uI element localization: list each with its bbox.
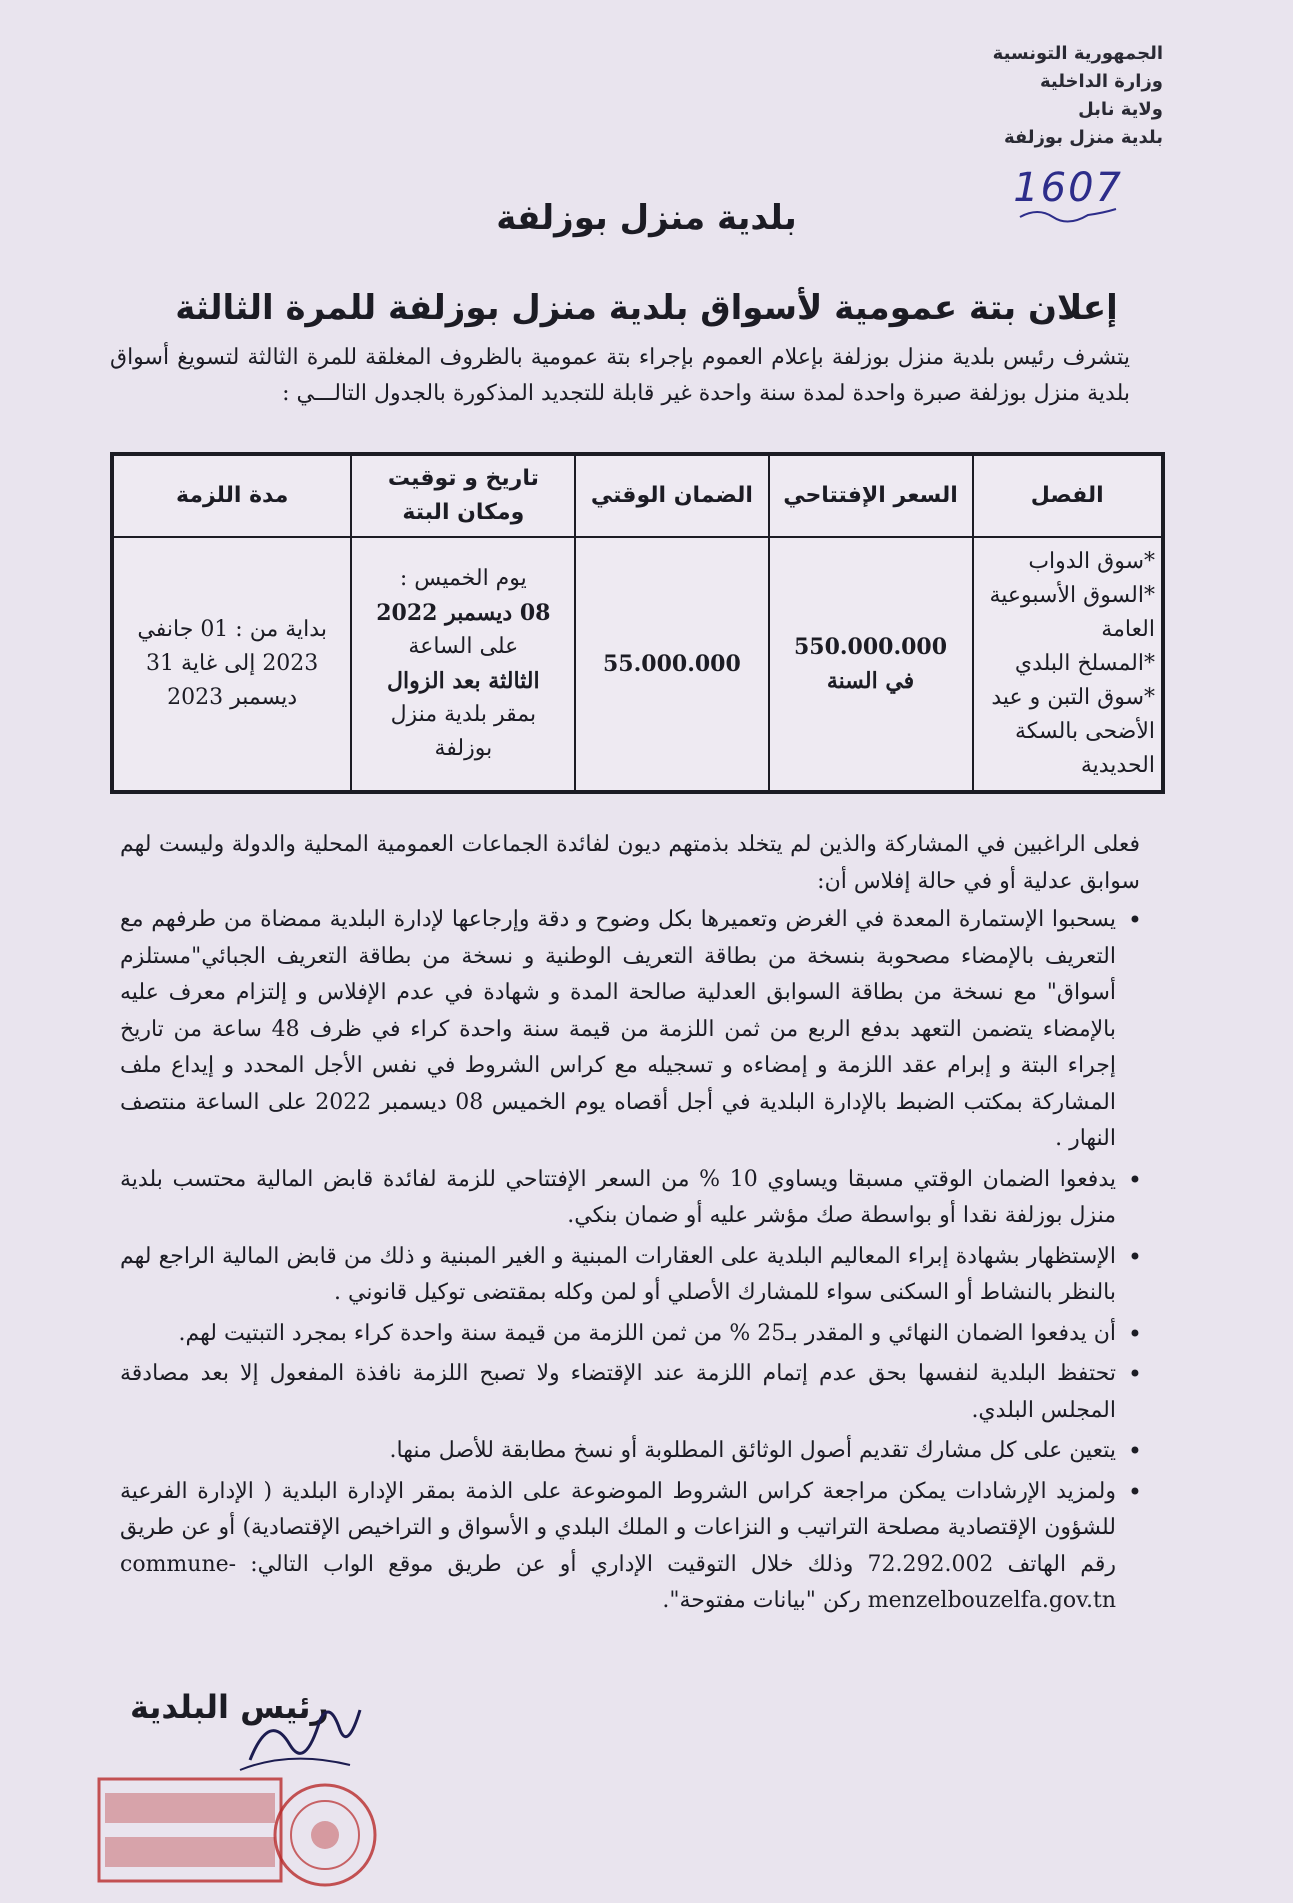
conditions-section: [120, 827, 1140, 1624]
list-item: • الإستظهار بشهادة إبراء المعاليم البلدية على العقارات المبنية و الغير المبنية و ذلك من قابض المالية الراجع لهم بالنظر بالنشاط أو السكنى سواء للمشارك الأصلي أو لمن وكله بمقتضى توكيل قانوني .: [120, 1239, 1116, 1312]
market-item: *سوق الدواب: [1028, 549, 1155, 574]
header-section: الفصل: [973, 454, 1164, 537]
list-item: • تحتفظ البلدية لنفسها بحق عدم إتمام اللزمة عند الإقتضاء ولا تصبح اللزمة نافذة المفعول إلا بعد مصادقة المجلس البلدي.: [120, 1356, 1116, 1429]
intro-paragraph: يتشرف رئيس بلدية منزل بوزلفة بإعلام العموم بإجراء بتة عمومية بالظروف المغلقة للمرة الثالثة لتسويغ أسواق بلدية منزل بوزلفة صبرة واحدة لمدة سنة واحدة غير قابلة للتجديد المذكورة بالجدول التالـــي :: [110, 345, 1130, 406]
date-day: يوم الخميس :: [399, 566, 527, 591]
reference-number: 1607: [1013, 165, 1123, 211]
letterhead-line: الجمهورية التونسية: [992, 43, 1163, 64]
list-item: [120, 1474, 1116, 1620]
letterhead-line: بلدية منزل بوزلفة: [1003, 127, 1163, 148]
announcement-title: إعلان بتة عمومية لأسواق بلدية منزل بوزلفة للمرة الثالثة: [175, 288, 1118, 328]
place-value: بمقر بلدية منزل بوزلفة: [390, 702, 537, 761]
tender-table: [110, 452, 1165, 794]
letterhead: [923, 40, 1163, 152]
header-guarantee: الضمان الوقتي: [575, 454, 768, 537]
market-item: *المسلخ البلدي: [1014, 651, 1155, 676]
municipality-title: بلدية منزل بوزلفة: [496, 198, 797, 238]
list-item: • يسحبوا الإستمارة المعدة في الغرض وتعميرها بكل وضوح و دقة وإرجاعها لإدارة البلدية ممضاة من طرفهم مع التعريف بالإمضاء مصحوبة بنسخة من بطاقة التعريف الوطنية و نسخة من بطاقة التعريف الجبائي"مستلزم أسواق" مع نسخة من بطاقة السوابق العدلية صالحة المدة و شهادة في عدم الإفلاس و إلتزام معرف عليه بالإمضاء يتضمن التعهد بدفع الربع من ثمن اللزمة من قيمة سنة واحدة كراء في ظرف 48 ساعة من تاريخ إجراء البتة و إبرام عقد اللزمة و إمضاءه و تسجيله مع كراس الشروط في نفس الأجل المحدد و إيداع ملف المشاركة بمكتب الضبط بالإدارة البلدية في أجل أقصاه يوم الخميس 08 ديسمبر 2022 على الساعة منتصف النهار .: [120, 902, 1116, 1158]
market-item: *سوق التبن و عيد الأضحى بالسكة الحديدية: [991, 685, 1155, 778]
list-item: • يتعين على كل مشارك تقديم أصول الوثائق المطلوبة أو نسخ مطابقة للأصل منها.: [120, 1433, 1116, 1470]
cell-duration: بداية من : 01 جانفي 2023 إلى غاية 31 ديسمبر 2023: [112, 537, 351, 792]
conditions-list: [120, 902, 1140, 1620]
list-item: • أن يدفعوا الضمان النهائي و المقدر بـ25 % من ثمن اللزمة من قيمة سنة واحدة كراء بمجرد التبتيت لهم.: [120, 1316, 1116, 1353]
round-seal: [270, 1780, 380, 1890]
header-duration: مدة اللزمة: [112, 454, 351, 537]
price-value: 550.000.000: [793, 634, 948, 660]
market-item: *السوق الأسبوعية العامة: [989, 583, 1155, 642]
contact-suffix: ركن "بيانات مفتوحة".: [662, 1588, 861, 1613]
date-value: 08 ديسمبر 2022: [376, 600, 551, 626]
cell-price: [769, 537, 973, 792]
header-price: السعر الإفتتاحي: [769, 454, 973, 537]
website-link[interactable]: commune-menzelbouzelfa.gov.tn: [120, 1551, 1116, 1613]
price-unit: في السنة: [826, 668, 915, 694]
contact-text: ولمزيد الإرشادات يمكن مراجعة كراس الشروط الموضوعة على الذمة بمقر الإدارة البلدية ( الإدارة الفرعية للشؤون الإقتصادية مصلحة التراتيب و النزاعات و الملك البلدي و الأسواق و التراخيص الإقتصادية) أو عن طريق رقم الهاتف 72.292.002 وذلك خلال التوقيت الإداري أو عن طريق موقع الواب التالي:: [120, 1478, 1117, 1577]
official-stamp: [95, 1775, 285, 1885]
list-item: • يدفعوا الضمان الوقتي مسبقا ويساوي 10 % من السعر الإفتتاحي للزمة لفائدة قابض المالية محتسب بلدية منزل بوزلفة نقدا أو بواسطة صك مؤشر عليه أو ضمان بنكي.: [120, 1162, 1116, 1235]
time-prefix: على الساعة: [408, 634, 519, 659]
time-value: الثالثة بعد الزوال: [387, 668, 540, 694]
handwritten-signature: [230, 1690, 370, 1780]
signatory-title: رئيس البلدية: [130, 1688, 329, 1726]
table-row: [112, 537, 1163, 792]
cell-guarantee: 55.000.000: [575, 537, 768, 792]
table-header-row: [112, 454, 1163, 537]
letterhead-line: ولاية نابل: [1078, 99, 1163, 120]
conditions-intro: فعلى الراغبين في المشاركة والذين لم يتخلد بذمتهم ديون لفائدة الجماعات العمومية المحلية والدولة وليست لهم سوابق عدلية أو في حالة إفلاس أن:: [120, 832, 1140, 894]
header-date: تاريخ و توقيت ومكان البتة: [351, 454, 575, 537]
letterhead-line: وزارة الداخلية: [1039, 71, 1163, 92]
cell-section: [973, 537, 1164, 792]
cell-date: [351, 537, 575, 792]
